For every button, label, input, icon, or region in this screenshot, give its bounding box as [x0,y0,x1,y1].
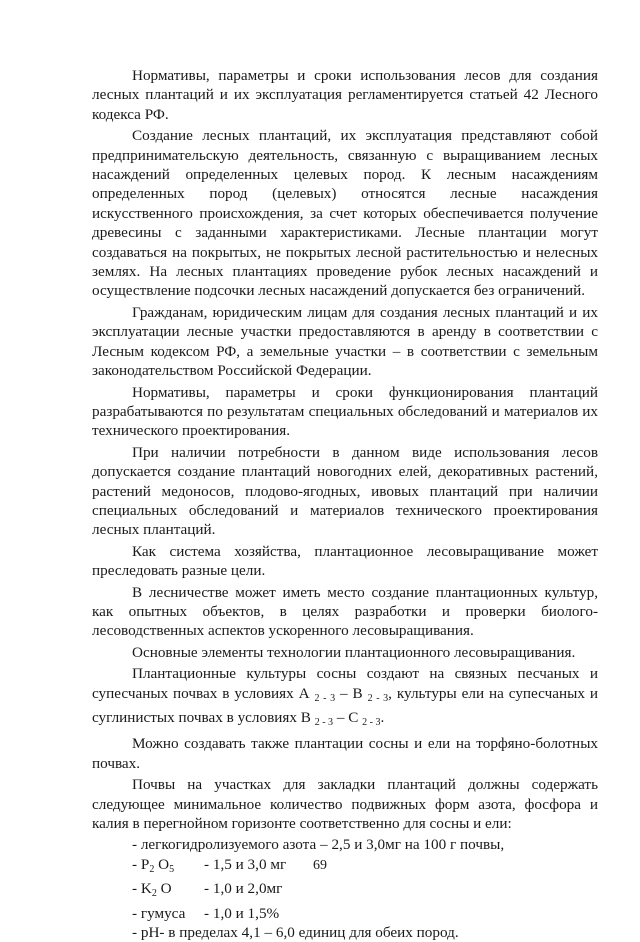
paragraph-cultures: Плантационные культуры сосны создают на связных песчаных и супесчаных почвах в условиях А $_{2 - 3}$ – В $_{2 - 3}$, культуры ели на супесчаных и суглинистых почвах в условиях В $_{2 - 3}$ – С $_{2 - 3}$. [92,665,598,728]
page-number: 69 [313,858,327,873]
paragraph-need: При наличии потребности в данном виде использования лесов допускается создание плантаций новогодних елей, декоративных растений, растений медоносов, плодово-ягодных, ивовых плантаций при наличии специальных обследований и материалов технического проектирования лесных плантаций. [92,443,598,539]
list-item-nitrogen: - легкогидролизуемого азота – 2,5 и 3,0мг на 100 г почвы, [132,836,505,854]
list-item-humus: - гумуса - 1,0 и 1,5% [132,904,280,922]
list-item-phosphorus: - $P_2$ $O_5$ - 1,5 и 3,0 мг [132,855,287,875]
list-item-potassium: - $K_2$ O - 1,0 и 2,0мг [132,880,283,900]
paragraph-peat: Можно создавать также плантации сосны и ели на торфяно-болотных почвах. [92,735,598,772]
paragraph-soil: Почвы на участках для закладки плантаций должны содержать следующее минимальное количество подвижных форм азота, фосфора и калия в перегнойном горизонте соответственно для сосны и ели: [92,776,598,833]
paragraph-norms: Нормативы, параметры и сроки использования лесов для создания лесных плантаций и их эксплуатация регламентируется статьей 42 Лесного кодекса РФ. [92,67,598,123]
paragraph-functioning: Нормативы, параметры и сроки функционирования плантаций разрабатываются по результатам специальных обследований и материалов их технического проектирования. [92,383,598,440]
paragraph-creation: Создание лесных плантаций, их эксплуатация представляют собой предпринимательскую деятельность, связанную с выращиванием лесных насаждений определенных целевых пород. К лесным насаждениям определенных пород (целевых) относятся лесные насаждения искусственного происхождения, за счет которых обеспечивается получение древесины с заданными характеристиками. Лесные плантации могут создаваться на покрытых, не покрытых лесной растительностью и нелесных землях. На лесных плантациях проведение рубок лесных насаждений и осуществление подсочки лесных насаждений допускается без ограничений. [92,127,598,300]
nutrient-list [92,835,598,942]
paragraph-forestry: В лесничестве может иметь место создание плантационных культур, как опытных объектов, в целях разработки и проверки биолого-лесоводственных аспектов ускоренного лесовыращивания. [92,583,598,640]
list-item-ph: - pH - в пределах 4,1 – 6,0 единиц для обеих пород. [132,924,459,942]
paragraph-system: Как система хозяйства, плантационное лесовыращивание может преследовать разные цели. [92,542,598,580]
document-body [92,66,598,942]
paragraph-elements: Основные элементы технологии плантационного лесовыращивания. [132,643,576,661]
paragraph-citizens: Гражданам, юридическим лицам для создания лесных плантаций и их эксплуатации лесные участки предоставляются в аренду в соответствии с Лесным кодексом РФ, а земельные участки – в соответствии с земельным законодательством Российской Федерации. [92,303,598,380]
